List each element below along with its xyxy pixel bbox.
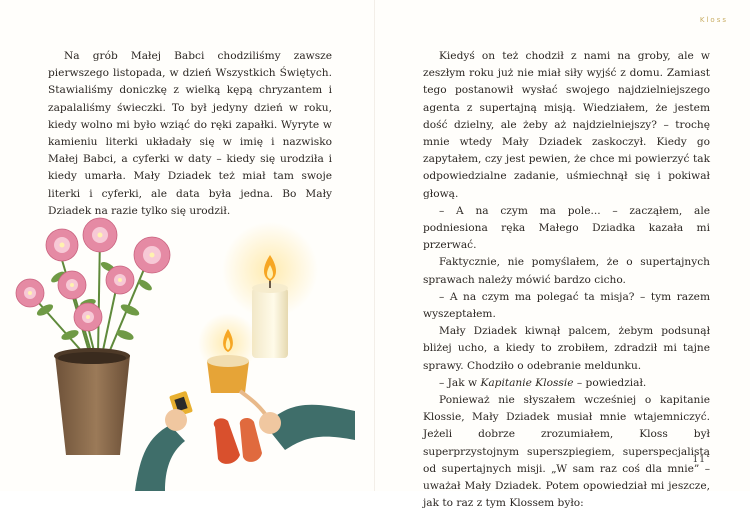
paragraph: – A na czym ma polegać ta misja? – tym razem wyszeptałem.: [423, 290, 710, 321]
paragraph: Faktycznie, nie pomyślałem, że o supertajnych sprawach należy mówić bardzo cicho.: [423, 256, 710, 286]
tealight-candle: [198, 313, 258, 393]
paragraph: – A na czym ma pole... – zacząłem, ale podniesiona ręka Małego Dziadka kazała mi przerwać.: [423, 204, 710, 252]
left-page: [0, 0, 375, 491]
paragraph: Kiedyś on też chodził z nami na groby, ale w zeszłym roku już nie miał siły wyjść z domu. Zamiast tego postanowił wysłać swojego najdzielniejszego agenta z supertajną misją. Wiedziałem, że jestem dość dzielny, ale żeby aż najdzielniejszy? – trochę mnie wtedy Mały Dziadek zaskoczył. Kiedy go zapytałem, czy jest pewien, że chce mi powierzyć tak odpowiedzialne zadanie, uśmiechnął się i pokiwał głową.: [423, 50, 710, 200]
book-title: Kapitanie Klossie: [480, 376, 574, 389]
paragraph-text: – powiedział.: [573, 376, 647, 389]
left-page-text: [48, 48, 332, 220]
paragraph: Mały Dziadek kiwnął palcem, żebym podsunął bliżej ucho, a kiedy to zrobiłem, zdradził mi tajne sprawy. Chodziło o odebranie meldunku.: [423, 325, 710, 372]
paragraph-text: – Jak w: [439, 376, 481, 389]
running-head: Kloss: [699, 16, 728, 24]
paragraph: Na grób Małej Babci chodziliśmy zawsze pierwszego listopada, w dzień Wszystkich Świętych. Stawialiśmy doniczkę z wielką kępą chryzantem i zapalaliśmy świeczki. To był jedyny dzień w roku, kiedy wolno mi było wziąć do ręki zapałki. Wyryte w kamieniu literki układały się w imię i nazwisko Małej Babci, a cyferki w daty – kiedy się urodziła i kiedy umarła. Mały Dziadek też miał tam swoje literki i cyferki, ale data była jedna. Bo Mały Dziadek na razie tylko się urodził.: [48, 50, 332, 217]
paragraph: Ponieważ nie słyszałem wcześniej o kapitanie Klossie, Mały Dziadek musiał mnie wtajemniczyć. Jeżeli dobrze zrozumiałem, Kloss był superprzystojnym superszpiegiem, superspecjalistą od supertajnych misji. „W sam raz coś dla mnie” – uważał Mały Dziadek. Potem opowiedział mi jeszcze, jak to raz z tym Klossem było:: [423, 394, 710, 510]
orange-mittens: [214, 418, 262, 464]
right-page-text: [423, 48, 710, 512]
paragraph: [423, 375, 710, 392]
page-number: 11: [692, 455, 706, 465]
flower-pot-plant: [16, 218, 170, 455]
illustration-flowers-candles: [0, 215, 355, 491]
